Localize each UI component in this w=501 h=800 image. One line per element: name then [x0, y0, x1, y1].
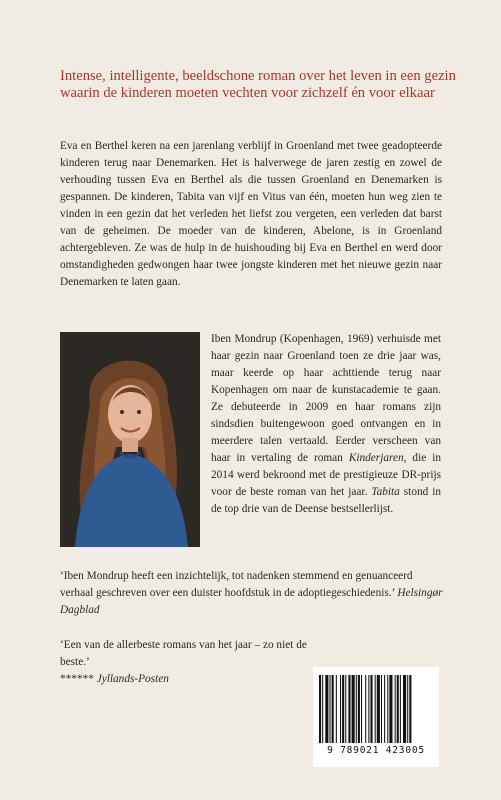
bio-title-tabita: Tabita [371, 486, 400, 498]
review-quote-1 [60, 568, 445, 619]
author-photo [60, 332, 200, 547]
quote-text: ‘Een van de allerbeste romans van het jaar – zo niet de beste.’ [60, 639, 307, 668]
quote-source: Helsingør Dagblad [60, 587, 443, 616]
rating-stars: ****** [60, 673, 94, 685]
author-portrait-icon [60, 332, 200, 547]
blurb-text: Eva en Berthel keren na een jarenlang verblijf in Groenland met twee geadopteerde kinderen terug naar Denemarken. Het is halverwege de jaren zestig en zowel de verhouding tussen Eva en Berthel als die tussen Groenland en Denemarken is gespannen. De kinderen, Tabita van vijf en Vitus van één, moeten hun weg zien te vinden in een gezin dat het verleden het liefst zou vergeten, een verleden dat barst van de geheimen. De moeder van de kinderen, Abelone, is in Groenland achtergebleven. Ze was de hulp in de huishouding bij Eva en Berthel en werd door omstandigheden gedwongen haar twee jongste kinderen met het nieuwe gezin naar Denemarken te laten gaan. [60, 140, 442, 288]
bio-part-1: Iben Mondrup (Kopenhagen, 1969) verhuisde met haar gezin naar Groenland toen ze drie jaar was, maar keerde op haar achttiende terug naar Kopenhagen om naar de kunstacademie te gaan. Ze debuteerde in 2009 en haar romans zijn sindsdien buitengewoon goed ontvangen en in meerdere talen vertaald. Eerder verscheen van haar in vertaling de roman [211, 333, 441, 464]
barcode-bars-icon [319, 675, 433, 743]
review-quote-2 [60, 637, 310, 688]
isbn-number: 9 789021 423005 [327, 745, 425, 756]
quote-source: Jyllands-Posten [96, 673, 169, 685]
quote-text: ‘Iben Mondrup heeft een inzichtelijk, tot nadenken stemmend en genuanceerd verhaal geschreven over een duister hoofdstuk in de adoptiegeschiedenis.’ [60, 570, 413, 599]
bio-part-2: , die in 2014 werd bekroond met de prestigieuze DR-prijs voor de beste roman van het jaar. [211, 452, 441, 498]
bio-title-kinderjaren: Kinderjaren [348, 452, 404, 464]
bio-part-3: stond in de top drie van de Deense bestsellerlijst. [211, 486, 442, 515]
isbn-barcode [313, 667, 439, 767]
author-bio [211, 331, 441, 518]
tagline: Intense, intelligente, beeldschone roman over het leven in een gezin waarin de kinderen moeten vechten voor zichzelf én voor elkaar [60, 68, 456, 101]
